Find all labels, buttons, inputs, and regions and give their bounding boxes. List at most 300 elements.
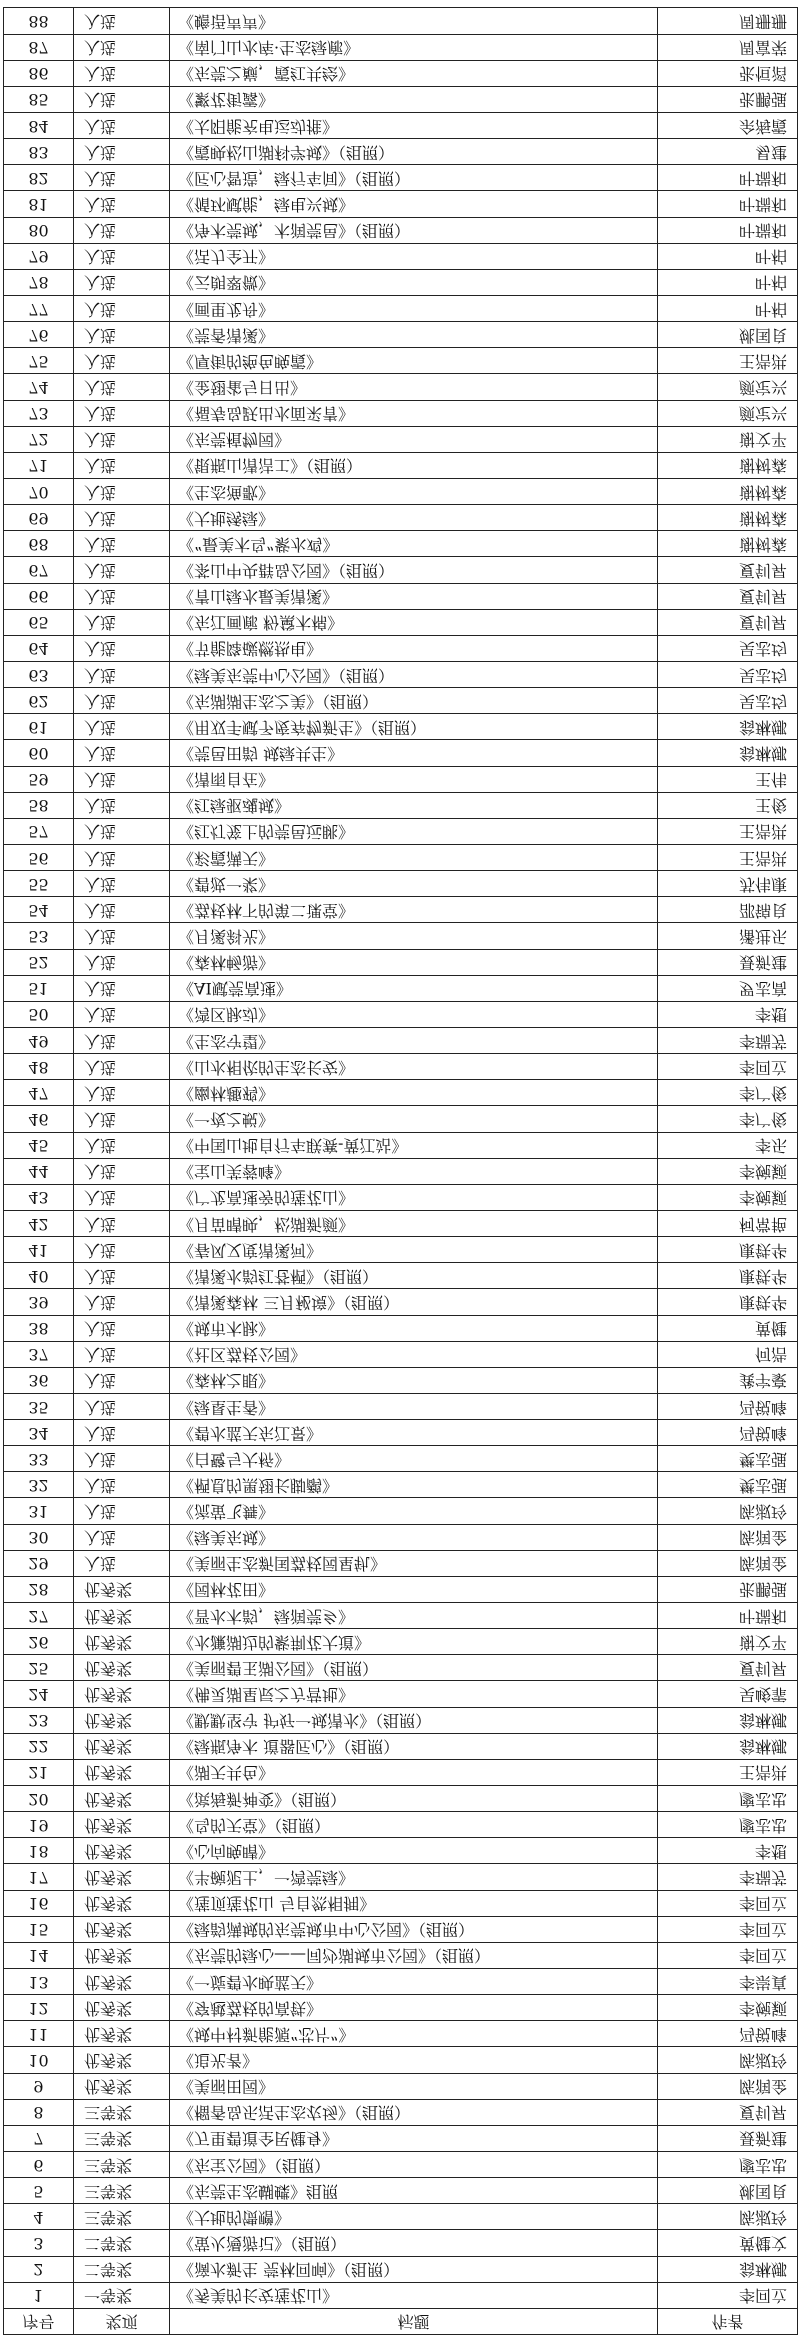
table-row xyxy=(4,1603,798,1629)
row-number: 67 xyxy=(4,557,74,583)
award-cell: 入选 xyxy=(74,1054,170,1080)
row-number: 22 xyxy=(4,1733,74,1759)
title-cell: 《云朗翠微》 xyxy=(170,269,658,295)
award-cell: 优秀奖 xyxy=(74,1603,170,1629)
row-number: 79 xyxy=(4,243,74,269)
row-number: 75 xyxy=(4,348,74,374)
author-cell: 吴志均 xyxy=(658,688,798,714)
award-cell: 入选 xyxy=(74,400,170,426)
row-number: 43 xyxy=(4,1184,74,1210)
header-row xyxy=(4,2308,798,2334)
table-row xyxy=(4,1315,798,1341)
row-number: 62 xyxy=(4,688,74,714)
title-cell: 《大地绣绿》 xyxy=(170,505,658,531)
award-cell: 入选 xyxy=(74,766,170,792)
table-row xyxy=(4,34,798,60)
row-number: 73 xyxy=(4,400,74,426)
title-cell: 《金翅雀与日出》 xyxy=(170,374,658,400)
title-cell: 《绿美东莞中心公园》（组照） xyxy=(170,662,658,688)
table-row xyxy=(4,322,798,348)
row-number: 20 xyxy=(4,1786,74,1812)
award-cell: 入选 xyxy=(74,1263,170,1289)
row-number: 77 xyxy=(4,296,74,322)
author-cell: 夏钊昇 xyxy=(658,557,798,583)
title-cell: 《月溪斜光》 xyxy=(170,923,658,949)
table-row xyxy=(4,557,798,583)
row-number: 48 xyxy=(4,1054,74,1080)
table-row xyxy=(4,609,798,635)
title-cell: 《社区荔枝公园》 xyxy=(170,1341,658,1367)
author-cell: 廖志忠 xyxy=(658,1786,798,1812)
award-cell: 优秀奖 xyxy=(74,1655,170,1681)
award-cell: 入选 xyxy=(74,374,170,400)
row-number: 21 xyxy=(4,1759,74,1785)
table-row xyxy=(4,766,798,792)
award-cell: 优秀奖 xyxy=(74,2047,170,2073)
row-number: 85 xyxy=(4,86,74,112)
title-cell: 《大地的馈赠》 xyxy=(170,2204,658,2230)
title-cell: 《穿越荔枝的高铁》 xyxy=(170,1995,658,2021)
table-row xyxy=(4,635,798,661)
award-cell: 入选 xyxy=(74,1472,170,1498)
title-cell: 《春风又度清溪河》 xyxy=(170,1237,658,1263)
title-cell: 《晋水木韵，绿润莞乡》 xyxy=(170,1603,658,1629)
table-row xyxy=(4,1158,798,1184)
title-cell: 《广龙高速旁的莲花山》 xyxy=(170,1184,658,1210)
title-cell: 《美丽生态新国荔枝园星轨》 xyxy=(170,1550,658,1576)
table-row xyxy=(4,374,798,400)
title-cell: 《莞邑田韵 城绿共生》 xyxy=(170,740,658,766)
award-cell: 入选 xyxy=(74,243,170,269)
award-cell: 入选 xyxy=(74,923,170,949)
award-cell: 入选 xyxy=(74,688,170,714)
header-award: 奖项 xyxy=(74,2308,170,2334)
row-number: 70 xyxy=(4,479,74,505)
row-number: 45 xyxy=(4,1132,74,1158)
row-number: 87 xyxy=(4,34,74,60)
row-number: 33 xyxy=(4,1446,74,1472)
author-cell: 廖志忠 xyxy=(658,1812,798,1838)
author-cell: 李婉颖 xyxy=(658,1995,798,2021)
table-row xyxy=(4,975,798,1001)
table-row xyxy=(4,1812,798,1838)
award-cell: 入选 xyxy=(74,1315,170,1341)
table-row xyxy=(4,1341,798,1367)
title-cell: 《默默坚守 护好一城清水》（组照） xyxy=(170,1707,658,1733)
award-cell: 入选 xyxy=(74,949,170,975)
title-cell: 《绿韵满城的东莞城市中心公园》（组照） xyxy=(170,1916,658,1942)
table-row xyxy=(4,191,798,217)
award-cell: 一等奖 xyxy=(74,2282,170,2308)
table-row xyxy=(4,1655,798,1681)
author-cell: 李想 xyxy=(658,1001,798,1027)
table-row xyxy=(4,426,798,452)
title-cell: 《茶山中央群岛公园》（组照） xyxy=(170,557,658,583)
table-row xyxy=(4,1472,798,1498)
award-cell: 入选 xyxy=(74,635,170,661)
title-cell: 《福寿岛跃出水面采青》 xyxy=(170,400,658,426)
table-row xyxy=(4,296,798,322)
table-row xyxy=(4,1498,798,1524)
award-cell: 入选 xyxy=(74,1550,170,1576)
table-row xyxy=(4,60,798,86)
title-cell: 《青山绿水最美清溪》 xyxy=(170,583,658,609)
title-cell: 《栖息的黑翅长脚鹬》 xyxy=(170,1472,658,1498)
author-cell: 李回立 xyxy=(658,1942,798,1968)
table-row xyxy=(4,792,798,818)
title-cell: 《园林花田》 xyxy=(170,1576,658,1602)
author-cell: 叶瑞和 xyxy=(658,165,798,191)
table-row xyxy=(4,531,798,557)
row-number: 52 xyxy=(4,949,74,975)
title-cell: 《用双手赋予废弃物新生》（组照） xyxy=(170,714,658,740)
title-cell: 《东江画廊 粉黛木棉》 xyxy=(170,609,658,635)
author-cell: 周富荣 xyxy=(658,34,798,60)
title-cell: 《东湖湖生态之美》（组照） xyxy=(170,688,658,714)
title-cell: 《水濂湖边的紫荆花大道》 xyxy=(170,1629,658,1655)
author-cell: 李回立 xyxy=(658,1890,798,1916)
title-cell: 《南门山水库·生态绿廊》 xyxy=(170,34,658,60)
award-cell: 入选 xyxy=(74,1498,170,1524)
author-cell: 叶柏 xyxy=(658,269,798,295)
row-number: 15 xyxy=(4,1916,74,1942)
award-cell: 三等奖 xyxy=(74,2204,170,2230)
table-row xyxy=(4,113,798,139)
author-cell: 王浩洪 xyxy=(658,1759,798,1785)
table-row xyxy=(4,1707,798,1733)
award-cell: 入选 xyxy=(74,34,170,60)
award-cell: 入选 xyxy=(74,86,170,112)
award-cell: 入选 xyxy=(74,217,170,243)
title-cell: 《山水相依的生态长安》 xyxy=(170,1054,658,1080)
author-cell: 谢文平 xyxy=(658,426,798,452)
author-cell: 颜定兴 xyxy=(658,400,798,426)
author-cell: 翁琳娜 xyxy=(658,740,798,766)
author-cell: 王浩洪 xyxy=(658,844,798,870)
table-row xyxy=(4,1367,798,1393)
author-cell: 张鹏强 xyxy=(658,1576,798,1602)
author-cell: 苏伟康 xyxy=(658,871,798,897)
table-row xyxy=(4,1733,798,1759)
row-number: 78 xyxy=(4,269,74,295)
title-cell: 《绿瓶净木 道器匠心》（组照） xyxy=(170,1733,658,1759)
author-cell: 陈润金 xyxy=(658,1524,798,1550)
award-results-table xyxy=(3,7,798,2335)
author-cell: 李广俊 xyxy=(658,1106,798,1132)
table-row xyxy=(4,1942,798,1968)
author-cell: 李回立 xyxy=(658,1054,798,1080)
award-cell: 入选 xyxy=(74,322,170,348)
table-row xyxy=(4,2125,798,2151)
table-row xyxy=(4,1420,798,1446)
award-cell: 入选 xyxy=(74,1237,170,1263)
table-row xyxy=(4,400,798,426)
author-cell: 李乐 xyxy=(658,1132,798,1158)
row-number: 28 xyxy=(4,1576,74,1602)
title-cell: 《节能降碳燃热电》 xyxy=(170,635,658,661)
row-number: 51 xyxy=(4,975,74,1001)
table-row xyxy=(4,8,798,34)
award-cell: 优秀奖 xyxy=(74,1681,170,1707)
award-cell: 入选 xyxy=(74,844,170,870)
author-cell: 姚国良 xyxy=(658,2178,798,2204)
title-cell: 《佛灵湖星辰之方营地》 xyxy=(170,1681,658,1707)
table-row xyxy=(4,1864,798,1890)
table-row xyxy=(4,2073,798,2099)
award-cell: 入选 xyxy=(74,975,170,1001)
row-number: 44 xyxy=(4,1158,74,1184)
table-row xyxy=(4,86,798,112)
table-row xyxy=(4,348,798,374)
author-cell: 叶瑞和 xyxy=(658,191,798,217)
author-cell: 王俊 xyxy=(658,792,798,818)
author-cell: 张恒滔 xyxy=(658,60,798,86)
row-number: 81 xyxy=(4,191,74,217)
table-row xyxy=(4,2282,798,2308)
table-row xyxy=(4,2178,798,2204)
row-number: 50 xyxy=(4,1001,74,1027)
title-cell: 《美丽田园》 xyxy=(170,2073,658,2099)
row-number: 60 xyxy=(4,740,74,766)
author-cell: 谢树森 xyxy=(658,505,798,531)
row-number: 37 xyxy=(4,1341,74,1367)
title-cell: 《宝山芙蓉峰》 xyxy=(170,1158,658,1184)
table-row xyxy=(4,662,798,688)
table-row xyxy=(4,1995,798,2021)
title-cell: 《流萤飞舞》 xyxy=(170,1498,658,1524)
title-cell: 《银瓶山清洁工》（组照） xyxy=(170,452,658,478)
award-cell: 入选 xyxy=(74,60,170,86)
title-cell: 《“最美木鸟”紫水鸡》 xyxy=(170,531,658,557)
award-cell: 入选 xyxy=(74,871,170,897)
row-number: 31 xyxy=(4,1498,74,1524)
row-number: 26 xyxy=(4,1629,74,1655)
row-number: 59 xyxy=(4,766,74,792)
title-cell: 《月苗晴映，松湖新颜》 xyxy=(170,1210,658,1236)
row-number: 24 xyxy=(4,1681,74,1707)
row-number: 41 xyxy=(4,1237,74,1263)
title-cell: 《循环赋能，绿电兴城》 xyxy=(170,191,658,217)
award-cell: 入选 xyxy=(74,897,170,923)
table-row xyxy=(4,2256,798,2282)
row-number: 35 xyxy=(4,1393,74,1419)
row-number: 47 xyxy=(4,1080,74,1106)
title-cell: 《活力全开》 xyxy=(170,243,658,269)
award-cell: 三等奖 xyxy=(74,2178,170,2204)
title-cell: 《一旋碧水映蓝天》 xyxy=(170,1969,658,1995)
table-row xyxy=(4,165,798,191)
title-cell: 《莲顶莲花山 与自然相拥》 xyxy=(170,1890,658,1916)
award-cell: 优秀奖 xyxy=(74,1812,170,1838)
table-row xyxy=(4,2021,798,2047)
title-cell: 《半碗泥土，一湾莞绿》 xyxy=(170,1864,658,1890)
author-cell: 余海霞 xyxy=(658,113,798,139)
award-cell: 入选 xyxy=(74,740,170,766)
table-row xyxy=(4,452,798,478)
author-cell: 叶瑞和 xyxy=(658,1603,798,1629)
author-cell: 罗志高 xyxy=(658,975,798,1001)
row-number: 66 xyxy=(4,583,74,609)
table-row xyxy=(4,269,798,295)
row-number: 46 xyxy=(4,1106,74,1132)
award-cell: 入选 xyxy=(74,113,170,139)
row-number: 36 xyxy=(4,1367,74,1393)
row-number: 76 xyxy=(4,322,74,348)
row-number: 72 xyxy=(4,426,74,452)
row-number: 9 xyxy=(4,2073,74,2099)
row-number: 6 xyxy=(4,2152,74,2178)
table-row xyxy=(4,583,798,609)
row-number: 34 xyxy=(4,1420,74,1446)
author-cell: 樊志强 xyxy=(658,1446,798,1472)
row-number: 58 xyxy=(4,792,74,818)
author-cell: 邵锦良 xyxy=(658,897,798,923)
author-cell: 翁琳娜 xyxy=(658,714,798,740)
title-cell: 《东莞之巅，霞红共绘》 xyxy=(170,60,658,86)
author-cell: 谢文平 xyxy=(658,1629,798,1655)
author-cell: 夏钊昇 xyxy=(658,1655,798,1681)
award-cell: 优秀奖 xyxy=(74,1942,170,1968)
title-cell: 《万里碧道全民健身》 xyxy=(170,2125,658,2151)
row-number: 63 xyxy=(4,662,74,688)
author-cell: 黄健文 xyxy=(658,2230,798,2256)
award-cell: 入选 xyxy=(74,1106,170,1132)
author-cell: 叶柏 xyxy=(658,243,798,269)
table-row xyxy=(4,1289,798,1315)
row-number: 57 xyxy=(4,818,74,844)
table-row xyxy=(4,1263,798,1289)
author-cell: 柯常艳 xyxy=(658,1210,798,1236)
author-cell: 夏钊昇 xyxy=(658,583,798,609)
award-cell: 入选 xyxy=(74,1420,170,1446)
header-number: 序号 xyxy=(4,2308,74,2334)
title-cell: 《城中村新能源“芯片”》 xyxy=(170,2021,658,2047)
author-cell: 樊志强 xyxy=(658,1472,798,1498)
table-row xyxy=(4,1446,798,1472)
row-number: 80 xyxy=(4,217,74,243)
award-cell: 优秀奖 xyxy=(74,1707,170,1733)
author-cell: 何浩 xyxy=(658,1341,798,1367)
table-row xyxy=(4,818,798,844)
row-number: 32 xyxy=(4,1472,74,1498)
table-row xyxy=(4,714,798,740)
award-cell: 优秀奖 xyxy=(74,1786,170,1812)
author-cell: 李婉颖 xyxy=(658,1184,798,1210)
row-number: 11 xyxy=(4,2021,74,2047)
row-number: 3 xyxy=(4,2230,74,2256)
award-cell: 优秀奖 xyxy=(74,1576,170,1602)
title-cell: 《净木莞城，木润莞邑》（组照） xyxy=(170,217,658,243)
table-row xyxy=(4,1106,798,1132)
title-cell: 《生态渔歌》 xyxy=(170,479,658,505)
award-cell: 二等奖 xyxy=(74,2256,170,2282)
award-cell: 入选 xyxy=(74,1027,170,1053)
header-title: 标题 xyxy=(170,2308,658,2334)
award-cell: 入选 xyxy=(74,1341,170,1367)
award-cell: 入选 xyxy=(74,139,170,165)
table-row xyxy=(4,1054,798,1080)
award-cell: 入选 xyxy=(74,1184,170,1210)
author-cell: 李想 xyxy=(658,1838,798,1864)
author-cell: 潘进乐 xyxy=(658,923,798,949)
title-cell: 《霞映松山湖科学城》（组照） xyxy=(170,139,658,165)
row-number: 88 xyxy=(4,8,74,34)
table-row xyxy=(4,949,798,975)
row-number: 1 xyxy=(4,2282,74,2308)
author-cell: 翁琳娜 xyxy=(658,1707,798,1733)
row-number: 8 xyxy=(4,2099,74,2125)
award-cell: 入选 xyxy=(74,609,170,635)
award-rows xyxy=(4,8,798,2308)
table-row xyxy=(4,2230,798,2256)
row-number: 40 xyxy=(4,1263,74,1289)
row-number: 55 xyxy=(4,871,74,897)
award-cell: 入选 xyxy=(74,479,170,505)
table-row xyxy=(4,923,798,949)
author-cell: 黄健 xyxy=(658,1315,798,1341)
award-cell: 入选 xyxy=(74,662,170,688)
row-number: 54 xyxy=(4,897,74,923)
author-cell: 聂新建 xyxy=(658,949,798,975)
author-cell: 陈淑玲 xyxy=(658,2204,798,2230)
row-number: 49 xyxy=(4,1027,74,1053)
title-cell: 《太阳能充电运动推》 xyxy=(170,113,658,139)
row-number: 56 xyxy=(4,844,74,870)
author-cell: 颜定兴 xyxy=(658,374,798,400)
award-cell: 二等奖 xyxy=(74,2230,170,2256)
award-cell: 优秀奖 xyxy=(74,1890,170,1916)
title-cell: 《美丽碧玉湖公园》（组照） xyxy=(170,1655,658,1681)
title-cell: 《白鹭与大桥》 xyxy=(170,1446,658,1472)
award-cell: 三等奖 xyxy=(74,2099,170,2125)
row-number: 25 xyxy=(4,1655,74,1681)
table-row xyxy=(4,1759,798,1785)
row-number: 2 xyxy=(4,2256,74,2282)
author-cell: 李崇真 xyxy=(658,1969,798,1995)
table-row xyxy=(4,1210,798,1236)
title-cell: 《绿美东城》 xyxy=(170,1524,658,1550)
table-row xyxy=(4,1132,798,1158)
row-number: 65 xyxy=(4,609,74,635)
table-row xyxy=(4,1237,798,1263)
row-number: 30 xyxy=(4,1524,74,1550)
award-cell: 入选 xyxy=(74,557,170,583)
title-cell: 《清溪森林 三月秘境》（组照） xyxy=(170,1289,658,1315)
title-cell: 《榴香岛乐活生态农场》（组照） xyxy=(170,2099,658,2125)
title-cell: 《湾区脉动》 xyxy=(170,1001,658,1027)
row-number: 61 xyxy=(4,714,74,740)
table-row xyxy=(4,740,798,766)
author-cell: 李瑞芳 xyxy=(658,1864,798,1890)
row-number: 74 xyxy=(4,374,74,400)
award-cell: 入选 xyxy=(74,348,170,374)
row-number: 71 xyxy=(4,452,74,478)
row-number: 18 xyxy=(4,1838,74,1864)
row-number: 10 xyxy=(4,2047,74,2073)
header-author: 作者 xyxy=(658,2308,798,2334)
table-row xyxy=(4,1524,798,1550)
row-number: 12 xyxy=(4,1995,74,2021)
author-cell: 陈淑玲 xyxy=(658,2047,798,2073)
table-row xyxy=(4,2152,798,2178)
author-cell: 陈润金 xyxy=(658,1550,798,1576)
title-cell: 《滴水新生 莞林回响》（组照） xyxy=(170,2256,658,2282)
award-cell: 入选 xyxy=(74,1210,170,1236)
author-cell: 王浩洪 xyxy=(658,348,798,374)
author-cell: 叶瑞和 xyxy=(658,217,798,243)
award-cell: 入选 xyxy=(74,1524,170,1550)
row-number: 64 xyxy=(4,635,74,661)
